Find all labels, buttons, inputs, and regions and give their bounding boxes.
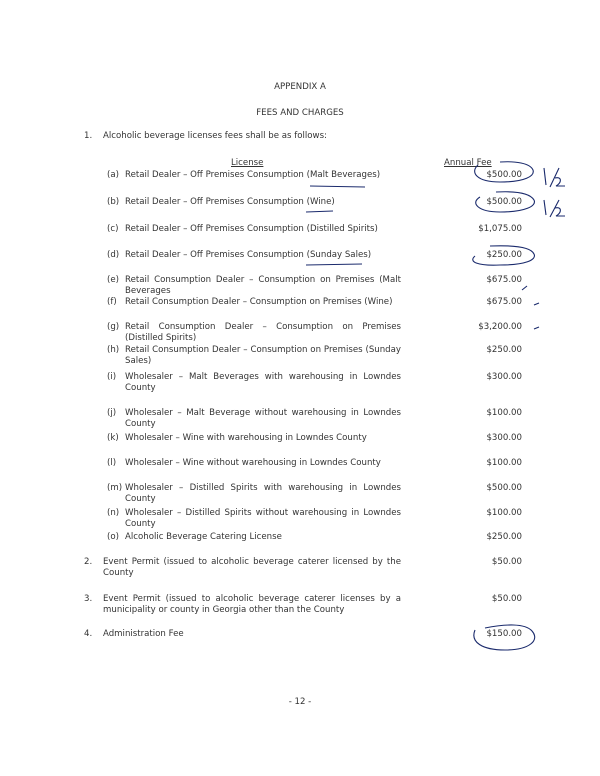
license-description: Retail Dealer – Off Premises Consumption (Sunday Sales) [125, 250, 372, 260]
license-fee: $500.00 [486, 483, 522, 493]
tick-mark [534, 303, 539, 305]
appendix-title: APPENDIX A [274, 82, 326, 92]
page-number: - 12 - [288, 697, 312, 707]
license-description: Retail Dealer – Off Premises Consumption (Malt Beverages) [125, 170, 381, 180]
license-description: Retail Consumption Dealer – Consumption on Premises (Sunday Sales) [125, 345, 401, 366]
license-label: (a) [107, 170, 119, 180]
license-fee: $250.00 [486, 532, 522, 542]
fee-column-header: Annual Fee [444, 158, 492, 168]
license-description: Retail Consumption Dealer – Consumption on Premises (Distilled Spirits) [125, 322, 401, 343]
section-title: FEES AND CHARGES [256, 108, 344, 118]
license-fee: $500.00 [486, 197, 522, 207]
license-label: (i) [107, 372, 117, 382]
license-label: (j) [107, 408, 117, 418]
license-description: Retail Dealer – Off Premises Consumption (Distilled Spirits) [125, 224, 378, 234]
license-description: Alcoholic Beverage Catering License [125, 532, 282, 542]
license-fee: $100.00 [486, 508, 522, 518]
license-fee: $1,075.00 [478, 224, 522, 234]
license-fee: $300.00 [486, 433, 522, 443]
license-fee: $100.00 [486, 458, 522, 468]
license-label: (e) [107, 275, 119, 285]
license-description: Wholesaler – Wine without warehousing in Lowndes County [125, 458, 381, 468]
license-label: (b) [107, 197, 120, 207]
item-number: 3. [84, 594, 93, 604]
license-description: Retail Dealer – Off Premises Consumption (Wine) [125, 197, 335, 207]
item-fee: $50.00 [491, 594, 522, 604]
license-description: Wholesaler – Malt Beverages with warehousing in Lowndes County [125, 372, 401, 393]
underline-mark [306, 211, 333, 212]
license-label: (n) [107, 508, 120, 518]
underline-mark [306, 264, 362, 265]
license-description: Wholesaler – Wine with warehousing in Lowndes County [125, 433, 367, 443]
item-fee: $50.00 [491, 557, 522, 567]
license-description: Wholesaler – Malt Beverage without warehousing in Lowndes County [125, 408, 401, 429]
intro-text: Alcoholic beverage licenses fees shall be as follows: [103, 131, 327, 141]
license-label: (m) [107, 483, 123, 493]
license-label: (c) [107, 224, 119, 234]
license-label: (d) [107, 250, 120, 260]
item-number: 4. [84, 629, 93, 639]
license-label: (o) [107, 532, 119, 542]
license-label: (l) [107, 458, 117, 468]
item-description: Event Permit (issued to alcoholic beverage caterer licenses by a municipality or county in Georgia other than the County [103, 594, 401, 615]
item-description: Administration Fee [103, 629, 184, 639]
license-fee: $675.00 [486, 297, 522, 307]
underline-mark [310, 186, 365, 187]
license-fee: $100.00 [486, 408, 522, 418]
license-fee: $3,200.00 [478, 322, 522, 332]
item-fee: $150.00 [486, 629, 522, 639]
tick-mark [522, 286, 527, 290]
intro-number: 1. [84, 131, 93, 141]
license-label: (g) [107, 322, 120, 332]
license-fee: $250.00 [486, 250, 522, 260]
item-number: 2. [84, 557, 93, 567]
tick-mark [534, 327, 539, 329]
license-fee: $500.00 [486, 170, 522, 180]
license-description: Wholesaler – Distilled Spirits with warehousing in Lowndes County [125, 483, 401, 504]
license-label: (k) [107, 433, 119, 443]
half-note [544, 200, 565, 217]
license-label: (h) [107, 345, 120, 355]
item-description: Event Permit (issued to alcoholic beverage caterer licensed by the County [103, 557, 401, 578]
license-fee: $675.00 [486, 275, 522, 285]
license-description: Retail Consumption Dealer – Consumption on Premises (Wine) [125, 297, 393, 307]
license-description: Wholesaler – Distilled Spirits without warehousing in Lowndes County [125, 508, 401, 529]
license-column-header: License [231, 158, 264, 168]
license-fee: $300.00 [486, 372, 522, 382]
license-fee: $250.00 [486, 345, 522, 355]
license-label: (f) [107, 297, 117, 307]
half-note [544, 168, 565, 187]
license-description: Retail Consumption Dealer – Consumption on Premises (Malt Beverages [125, 275, 401, 296]
